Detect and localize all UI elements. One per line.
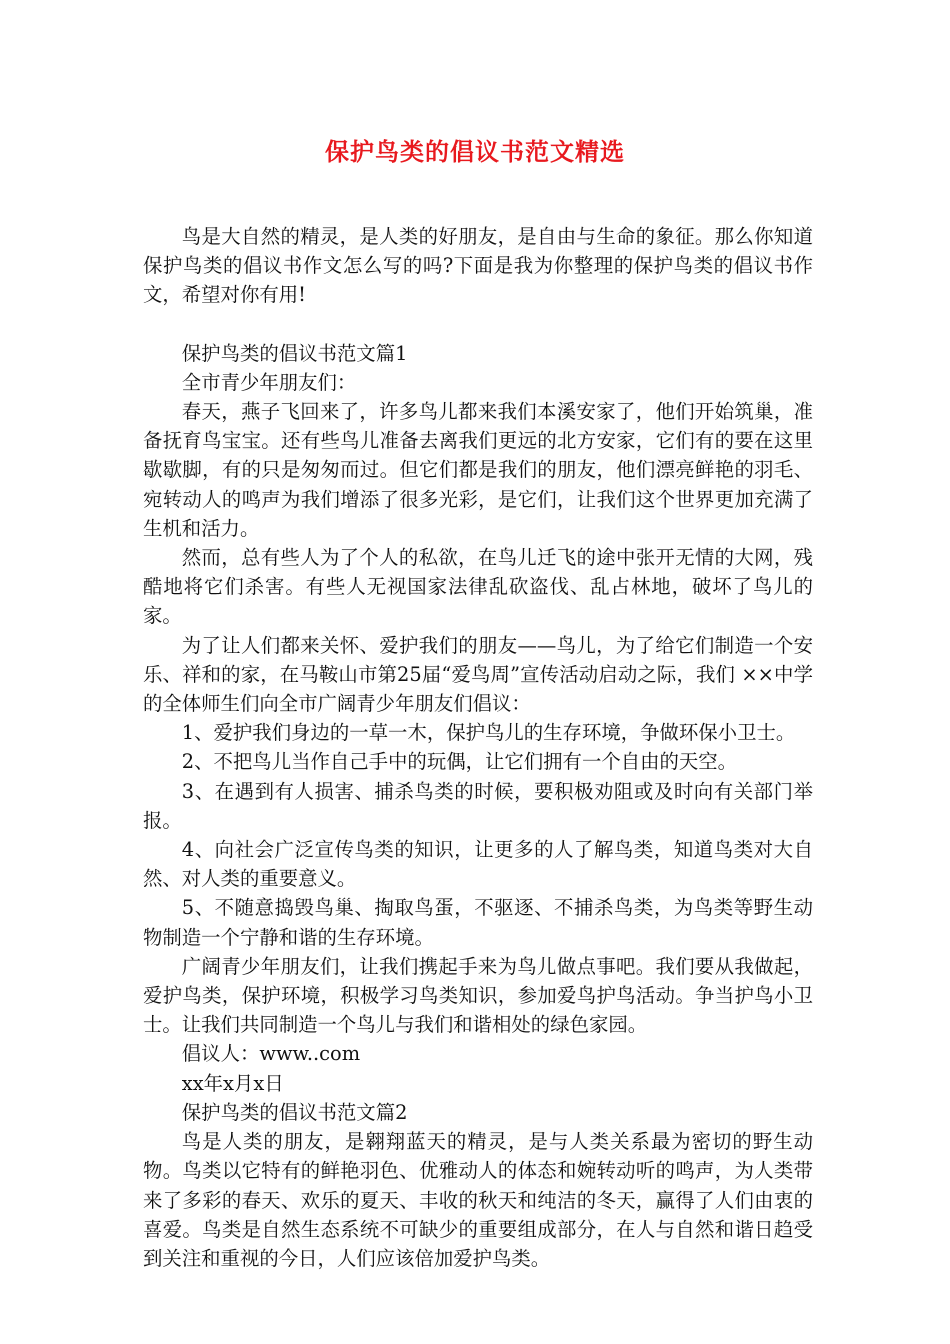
proposal-item: 4、向社会广泛宣传鸟类的知识，让更多的人了解鸟类，知道鸟类对大自然、对人类的重要意义。 xyxy=(143,838,813,891)
salutation: 全市青少年朋友们： xyxy=(181,370,357,394)
proposal-item: 2、不把鸟儿当作自己手中的玩偶，让它们拥有一个自由的天空。 xyxy=(181,750,738,774)
section-heading-1: 保护鸟类的倡议书范文篇1 xyxy=(181,341,408,365)
proposal-item: 5、不随意捣毁鸟巢、掏取鸟蛋，不驱逐、不捕杀鸟类，为鸟类等野生动物制造一个宁静和谐的生存环境。 xyxy=(143,896,813,949)
proposal-item: 1、爱护我们身边的一草一木，保护鸟儿的生存环境，争做环保小卫士。 xyxy=(181,721,796,745)
section-heading-2: 保护鸟类的倡议书范文篇2 xyxy=(181,1100,408,1124)
paragraph: 为了让人们都来关怀、爱护我们的朋友——鸟儿，为了给它们制造一个安乐、祥和的家，在马鞍山市第25届“爱鸟周”宣传活动启动之际，我们 ××中学的全体师生们向全市广阔青少年朋友们倡议： xyxy=(143,633,813,716)
paragraph: 然而，总有些人为了个人的私欲，在鸟儿迁飞的途中张开无情的大网，残酷地将它们杀害。有些人无视国家法律乱砍盗伐、乱占林地，破坏了鸟儿的家。 xyxy=(143,546,813,628)
paragraph: 广阔青少年朋友们，让我们携起手来为鸟儿做点事吧。我们要从我做起，爱护鸟类，保护环境，积极学习鸟类知识，参加爱鸟护鸟活动。争当护鸟小卫士。让我们共同制造一个鸟儿与我们和谐相处的绿色家园。 xyxy=(143,954,813,1037)
paragraph-intro: 鸟是大自然的精灵，是人类的好朋友，是自由与生命的象征。那么你知道保护鸟类的倡议书作文怎么写的吗?下面是我为你整理的保护鸟类的倡议书作文，希望对你有用! xyxy=(143,225,813,307)
paragraph: 春天，燕子飞回来了，许多鸟儿都来我们本溪安家了，他们开始筑巢，准备抚育鸟宝宝。还有些鸟儿准备去离我们更远的北方安家，它们有的要在这里歇歇脚，有的只是匆匆而过。但它们都是我们的朋友，他们漂亮鲜艳的羽毛、宛转动人的鸣声为我们增添了很多光彩，是它们，让我们这个世界更加充满了生机和活力。 xyxy=(143,400,813,540)
signature: 倡议人：www..com xyxy=(181,1042,361,1066)
document-title: 保护鸟类的倡议书范文精选 xyxy=(325,138,625,166)
date: xx年x月x日 xyxy=(181,1071,284,1095)
proposal-item: 3、在遇到有人损害、捕杀鸟类的时候，要积极劝阻或及时向有关部门举报。 xyxy=(143,779,813,832)
paragraph: 鸟是人类的朋友，是翱翔蓝天的精灵，是与人类关系最为密切的野生动物。鸟类以它特有的鲜艳羽色、优雅动人的体态和婉转动听的鸣声，为人类带来了多彩的春天、欢乐的夏天、丰收的秋天和纯洁的冬天，赢得了人们由衷的喜爱。鸟类是自然生态系统不可缺少的重要组成部分，在人与自然和谐日趋受到关注和重视的今日，人们应该倍加爱护鸟类。 xyxy=(143,1130,813,1270)
document-body xyxy=(143,222,813,1273)
